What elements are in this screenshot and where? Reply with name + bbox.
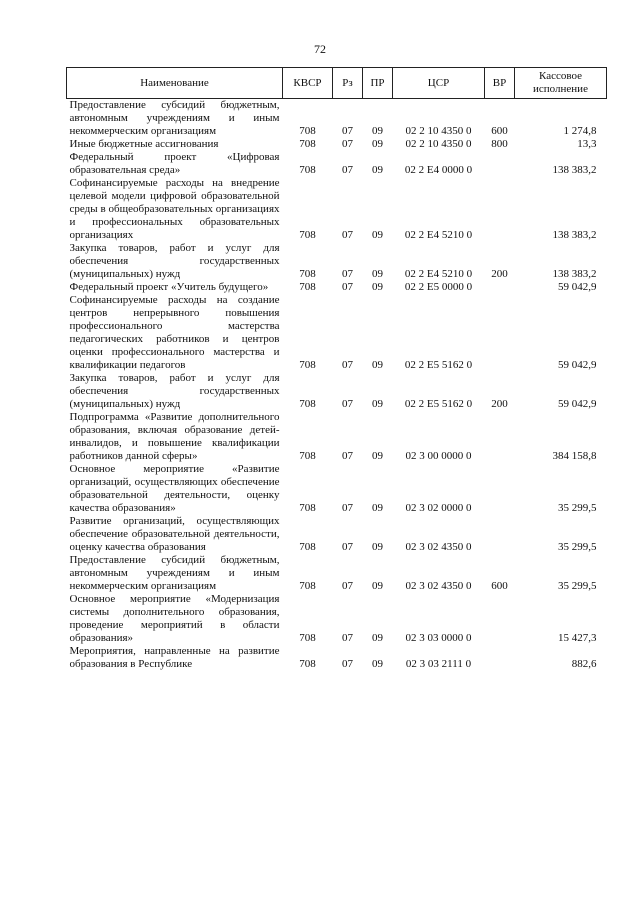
row-amount: 138 383,2 xyxy=(552,164,597,176)
row-rz: 07 xyxy=(342,138,353,150)
row-amount: 13,3 xyxy=(577,138,597,150)
row-name: Федеральный проект «Цифровая образовательная среда» xyxy=(69,151,280,176)
row-vr: 600 xyxy=(491,580,508,592)
row-csr: 02 2 E4 5210 0 xyxy=(404,268,473,280)
row-name: Основное мероприятие «Модернизация системы дополнительного образования, проведение мероприятий в области образования» xyxy=(69,593,280,644)
row-kvsr: 708 xyxy=(299,164,316,176)
row-vr: 200 xyxy=(491,268,508,280)
row-name: Закупка товаров, работ и услуг для обеспечения государственных (муниципальных) нужд xyxy=(69,372,280,410)
row-pr: 09 xyxy=(372,632,383,644)
table-row xyxy=(67,177,607,242)
row-amount: 59 042,9 xyxy=(558,398,597,410)
row-csr: 02 3 02 4350 0 xyxy=(405,541,472,553)
row-vr xyxy=(485,411,515,463)
row-kvsr: 708 xyxy=(299,281,316,293)
row-name: Основное мероприятие «Развитие организаций, осуществляющих обеспечение образовательной деятельности, оценку качества образования» xyxy=(69,463,280,514)
row-rz: 07 xyxy=(342,164,353,176)
table-header-row xyxy=(67,68,607,99)
row-rz: 07 xyxy=(342,580,353,592)
row-rz: 07 xyxy=(342,541,353,553)
row-csr: 02 2 E4 0000 0 xyxy=(404,164,473,176)
row-pr: 09 xyxy=(372,502,383,514)
row-vr xyxy=(485,463,515,515)
row-kvsr: 708 xyxy=(299,632,316,644)
row-amount: 35 299,5 xyxy=(558,580,597,592)
table-row xyxy=(67,372,607,411)
row-pr: 09 xyxy=(372,268,383,280)
row-amount: 882,6 xyxy=(571,658,597,670)
row-pr: 09 xyxy=(372,450,383,462)
row-kvsr: 708 xyxy=(299,359,316,371)
table-body xyxy=(67,99,607,672)
row-amount: 1 274,8 xyxy=(563,125,597,137)
row-rz: 07 xyxy=(342,398,353,410)
row-amount: 35 299,5 xyxy=(558,502,597,514)
row-pr: 09 xyxy=(372,281,383,293)
table-row xyxy=(67,645,607,671)
row-name: Иные бюджетные ассигнования xyxy=(69,138,219,150)
row-csr: 02 2 10 4350 0 xyxy=(405,138,472,150)
row-kvsr: 708 xyxy=(299,541,316,553)
row-rz: 07 xyxy=(342,632,353,644)
row-rz: 07 xyxy=(342,450,353,462)
row-csr: 02 2 E5 5162 0 xyxy=(404,359,473,371)
row-name: Софинансируемые расходы на внедрение целевой модели цифровой образовательной среды в общеобразовательных организациях и профессиональных образовательных организациях xyxy=(69,177,280,241)
table-row xyxy=(67,281,607,294)
row-vr: 200 xyxy=(491,398,508,410)
row-kvsr: 708 xyxy=(299,450,316,462)
row-kvsr: 708 xyxy=(299,138,316,150)
row-amount: 59 042,9 xyxy=(558,281,597,293)
row-vr xyxy=(485,593,515,645)
row-rz: 07 xyxy=(342,229,353,241)
row-pr: 09 xyxy=(372,541,383,553)
header-name: Наименование xyxy=(67,68,283,99)
row-rz: 07 xyxy=(342,125,353,137)
row-name: Софинансируемые расходы на создание центров непрерывного повышения профессионального мастерства педагогических работников и центров оценки профессионального мастерства и квалификации педагогов xyxy=(69,294,280,371)
budget-table xyxy=(66,67,607,671)
row-kvsr: 708 xyxy=(299,502,316,514)
row-kvsr: 708 xyxy=(299,268,316,280)
row-rz: 07 xyxy=(342,502,353,514)
row-amount: 138 383,2 xyxy=(552,229,597,241)
header-vr: ВР xyxy=(485,68,515,99)
row-pr: 09 xyxy=(372,359,383,371)
table-row xyxy=(67,294,607,372)
row-csr: 02 3 03 0000 0 xyxy=(405,632,472,644)
row-vr xyxy=(485,177,515,242)
row-rz: 07 xyxy=(342,268,353,280)
row-vr xyxy=(485,515,515,554)
row-name: Предоставление субсидий бюджетным, автономным учреждениям и иным некоммерческим организациям xyxy=(69,99,280,137)
row-csr: 02 2 E5 0000 0 xyxy=(404,281,473,293)
table-row xyxy=(67,411,607,463)
row-name: Предоставление субсидий бюджетным, автономным учреждениям и иным некоммерческим организациям xyxy=(69,554,280,592)
row-pr: 09 xyxy=(372,164,383,176)
row-kvsr: 708 xyxy=(299,580,316,592)
header-rz: Рз xyxy=(333,68,363,99)
row-vr xyxy=(485,281,515,294)
row-kvsr: 708 xyxy=(299,658,316,670)
row-pr: 09 xyxy=(372,398,383,410)
row-name: Развитие организаций, осуществляющих обеспечение образовательной деятельности, оценку качества образования xyxy=(69,515,280,553)
row-kvsr: 708 xyxy=(299,229,316,241)
header-amount: Кассовое исполнение xyxy=(515,68,607,99)
table-row xyxy=(67,242,607,281)
row-amount: 384 158,8 xyxy=(552,450,597,462)
row-name: Подпрограмма «Развитие дополнительного образования, включая образование детей-инвалидов, и повышение квалификации работников данной сферы» xyxy=(69,411,280,462)
table-row xyxy=(67,138,607,151)
row-name: Мероприятия, направленные на развитие образования в Республике xyxy=(69,645,280,670)
row-csr: 02 2 E5 5162 0 xyxy=(404,398,473,410)
row-csr: 02 3 00 0000 0 xyxy=(405,450,472,462)
header-kvsr: КВСР xyxy=(283,68,333,99)
row-name: Федеральный проект «Учитель будущего» xyxy=(69,281,269,293)
row-csr: 02 3 03 2111 0 xyxy=(405,658,472,670)
row-pr: 09 xyxy=(372,125,383,137)
row-pr: 09 xyxy=(372,229,383,241)
row-csr: 02 2 E4 5210 0 xyxy=(404,229,473,241)
row-vr: 800 xyxy=(491,138,508,150)
row-vr xyxy=(485,151,515,177)
table-row xyxy=(67,99,607,139)
row-vr xyxy=(485,294,515,372)
row-rz: 07 xyxy=(342,658,353,670)
row-pr: 09 xyxy=(372,580,383,592)
table-row xyxy=(67,463,607,515)
row-pr: 09 xyxy=(372,658,383,670)
row-kvsr: 708 xyxy=(299,125,316,137)
row-amount: 15 427,3 xyxy=(558,632,597,644)
row-amount: 59 042,9 xyxy=(558,359,597,371)
table-row xyxy=(67,151,607,177)
header-pr: ПР xyxy=(363,68,393,99)
table-row xyxy=(67,593,607,645)
row-pr: 09 xyxy=(372,138,383,150)
row-rz: 07 xyxy=(342,281,353,293)
row-kvsr: 708 xyxy=(299,398,316,410)
row-amount: 138 383,2 xyxy=(552,268,597,280)
row-csr: 02 3 02 0000 0 xyxy=(405,502,472,514)
header-csr: ЦСР xyxy=(393,68,485,99)
row-vr: 600 xyxy=(491,125,508,137)
page-number: 72 xyxy=(314,42,326,56)
row-amount: 35 299,5 xyxy=(558,541,597,553)
row-rz: 07 xyxy=(342,359,353,371)
table-row xyxy=(67,515,607,554)
row-name: Закупка товаров, работ и услуг для обеспечения государственных (муниципальных) нужд xyxy=(69,242,280,280)
row-vr xyxy=(485,645,515,671)
row-csr: 02 3 02 4350 0 xyxy=(405,580,472,592)
row-csr: 02 2 10 4350 0 xyxy=(405,125,472,137)
table-row xyxy=(67,554,607,593)
